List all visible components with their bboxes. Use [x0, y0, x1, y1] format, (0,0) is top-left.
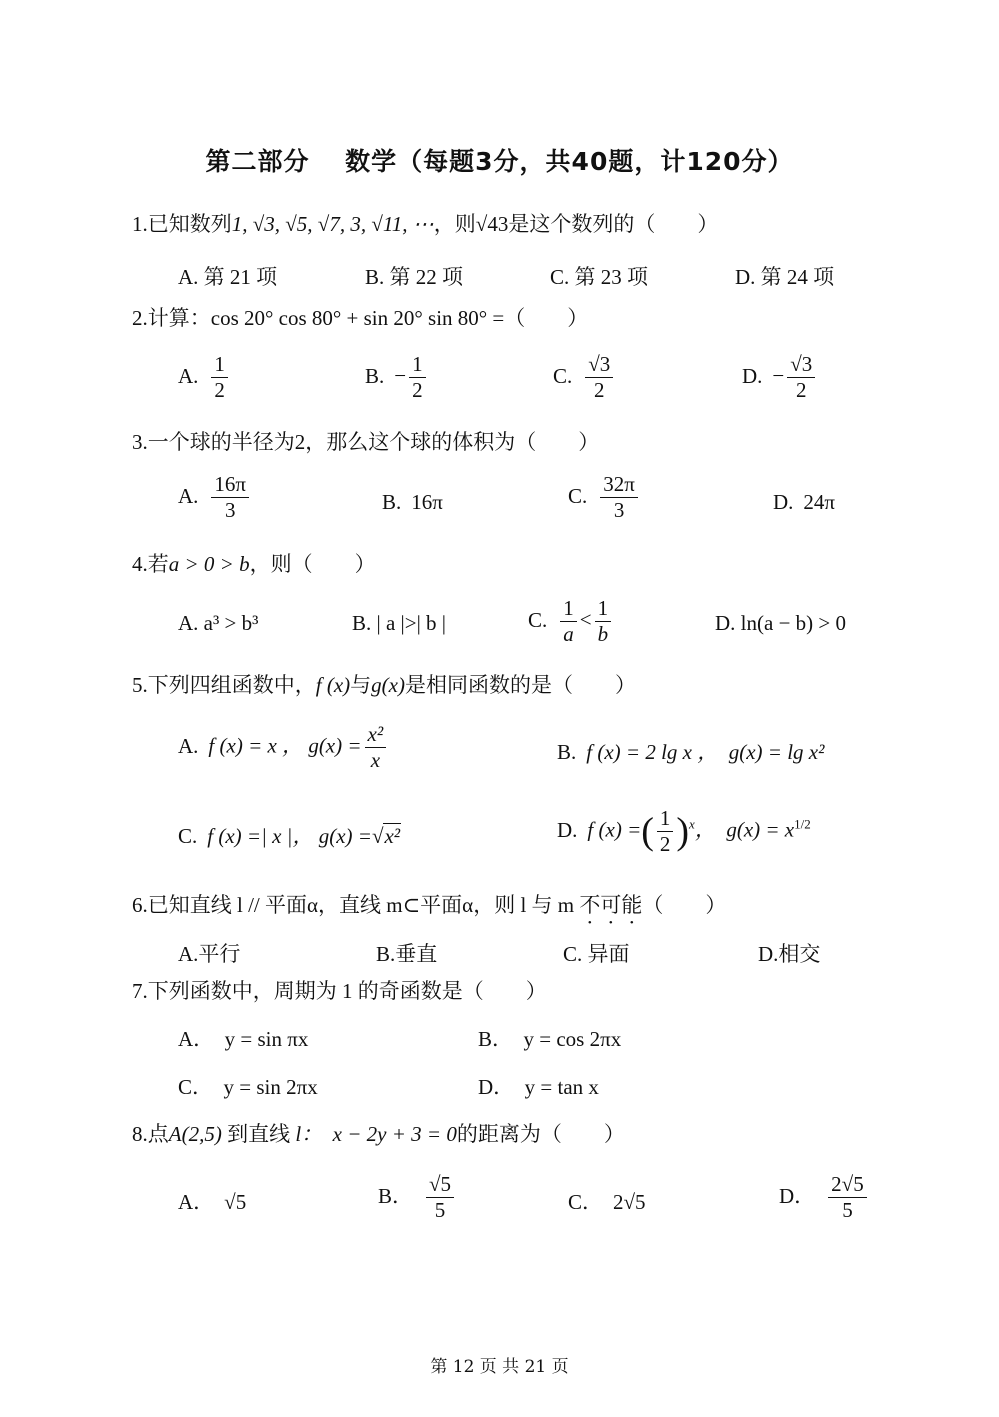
q6-stem-suffix: （ ）: [642, 893, 727, 917]
q5-option-b[interactable]: [557, 737, 824, 767]
fraction: [211, 352, 228, 403]
option-text: 24π: [803, 490, 836, 514]
q8-option-d[interactable]: [779, 1172, 870, 1223]
q5-f: f (x): [315, 673, 351, 697]
q7-option-a[interactable]: A． y = sin πx: [178, 1027, 309, 1051]
q2-option-a[interactable]: [178, 352, 231, 403]
fraction: [365, 722, 387, 773]
q6-option-b[interactable]: B.垂直: [376, 942, 438, 966]
question-6: [132, 890, 726, 929]
q2-stem-prefix: 2.计算：: [132, 306, 211, 330]
q6-option-a[interactable]: A.平行: [178, 942, 241, 966]
option-label: B．: [378, 1183, 414, 1208]
q4-stem-prefix: 4.若: [132, 552, 169, 576]
option-label: C.: [553, 363, 573, 388]
question-1: [132, 209, 718, 239]
option-g: g(x) =: [318, 824, 372, 848]
option-sign: −: [394, 363, 407, 388]
q5-stem-suffix: 是相同函数的是（ ）: [404, 673, 636, 697]
numerator: 1: [211, 352, 228, 378]
option-label: A.: [178, 483, 199, 508]
numerator: x²: [365, 722, 387, 748]
option-label: A.: [178, 733, 199, 758]
q8-option-a[interactable]: [178, 1187, 246, 1217]
option-label: B.: [557, 740, 577, 764]
q1-option-a[interactable]: A. 第 21 项: [178, 265, 278, 289]
option-label: D．: [779, 1183, 816, 1208]
denominator: x: [370, 748, 381, 773]
numerator: 32π: [600, 472, 638, 498]
q6-stem-body: l // 平面α，直线 m⊂平面α，则 l 与 m: [231, 893, 580, 917]
q7-option-c[interactable]: C． y = sin 2πx: [178, 1075, 318, 1099]
q5-option-a[interactable]: [178, 722, 389, 773]
fraction: [657, 806, 674, 857]
exponent: x: [689, 816, 695, 832]
q5-g: g(x): [371, 673, 405, 697]
q3-option-a[interactable]: [178, 472, 252, 523]
denominator: 2: [659, 832, 671, 857]
q4-option-d[interactable]: D. ln(a − b) > 0: [715, 611, 846, 635]
q4-condition: a > 0 > b: [168, 552, 250, 576]
option-label: C．: [568, 1190, 604, 1214]
option-label: C.: [178, 824, 198, 848]
fraction: [426, 1172, 454, 1223]
q5-option-c[interactable]: [178, 821, 401, 851]
question-4: [132, 549, 376, 579]
denominator: 5: [842, 1198, 853, 1223]
numerator: √3: [585, 352, 613, 378]
q4-option-a[interactable]: A. a³ > b³: [178, 611, 259, 635]
option-label: B.: [382, 490, 402, 514]
numerator: √5: [426, 1172, 454, 1198]
denominator: 3: [613, 498, 625, 523]
fraction: [828, 1172, 867, 1223]
fraction: [600, 472, 638, 523]
denominator: 2: [412, 378, 423, 403]
q4-stem-suffix: ，则（ ）: [249, 552, 376, 576]
q3-option-b[interactable]: [382, 487, 443, 517]
option-label: B.: [365, 363, 385, 388]
option-label: D.: [773, 490, 794, 514]
q1-option-b[interactable]: B. 第 22 项: [365, 265, 464, 289]
page-footer: 第 12 页 共 21 页: [430, 1357, 569, 1377]
q8-stem-mid: 到直线: [227, 1122, 291, 1146]
question-7: 7.下列函数中，周期为 1 的奇函数是（ ）: [132, 979, 547, 1003]
option-f: f (x) =| x |，: [207, 824, 314, 848]
question-8: [132, 1119, 625, 1149]
q6-option-d[interactable]: D.相交: [758, 942, 821, 966]
numerator: 1: [657, 806, 674, 832]
option-label: A.: [178, 363, 199, 388]
q1-stem-suffix: 是这个数列的（ ）: [508, 212, 719, 236]
q4-option-b[interactable]: B. | a |>| b |: [352, 611, 446, 635]
q8-stem-suffix: 的距离为（ ）: [456, 1122, 625, 1146]
denominator: 2: [594, 378, 605, 403]
exponent: 1/2: [794, 816, 811, 832]
q1-option-c[interactable]: C. 第 23 项: [550, 265, 649, 289]
q1-stem-mid: ，则: [433, 212, 476, 236]
q2-stem-suffix: （ ）: [504, 306, 589, 330]
denominator: a: [563, 622, 574, 647]
q2-option-c[interactable]: [553, 352, 616, 403]
option-text: f (x) = 2 lg x ， g(x) = lg x²: [586, 740, 825, 764]
q1-option-d[interactable]: D. 第 24 项: [735, 265, 835, 289]
sqrt-icon: √x²: [371, 824, 401, 848]
q6-emphasis: 不可能: [579, 893, 643, 917]
option-g: ， g(x) = x: [694, 817, 795, 842]
numerator: 2√5: [828, 1172, 867, 1198]
option-sign: −: [772, 363, 785, 388]
q3-option-d[interactable]: [773, 487, 835, 517]
q5-stem-prefix: 5.下列四组函数中，: [132, 673, 316, 697]
q7-option-b[interactable]: B． y = cos 2πx: [478, 1027, 622, 1051]
option-label: D.: [742, 363, 763, 388]
fraction: [595, 596, 612, 647]
q8-option-b[interactable]: [378, 1172, 457, 1223]
denominator: b: [597, 622, 609, 647]
radicand: x²: [384, 824, 401, 848]
option-text: 16π: [411, 490, 443, 514]
q6-stem-prefix: 6.已知直线: [132, 893, 232, 917]
numerator: 1: [409, 352, 426, 378]
left-paren: (: [641, 810, 654, 853]
numerator: √3: [787, 352, 815, 378]
q1-stem-prefix: 1.已知数列: [132, 212, 232, 236]
q5-with: 与: [350, 673, 372, 697]
denominator: 2: [796, 378, 807, 403]
fraction: [211, 472, 249, 523]
q8-stem-prefix: 8.点: [132, 1122, 169, 1146]
q1-target: √43: [475, 212, 509, 236]
fraction: [787, 352, 815, 403]
relation: <: [579, 607, 592, 632]
option-label: A．: [178, 1190, 215, 1214]
q4-option-c[interactable]: [528, 596, 614, 647]
denominator: 5: [434, 1198, 446, 1223]
q2-option-b[interactable]: [365, 352, 429, 403]
option-label: C.: [528, 607, 548, 632]
q7-option-d[interactable]: D． y = tan x: [478, 1075, 599, 1099]
denominator: 2: [214, 378, 225, 403]
option-label: D.: [557, 817, 578, 842]
q8-line: l： x − 2y + 3 = 0: [295, 1122, 457, 1146]
numerator: 1: [595, 596, 612, 622]
right-paren: ): [676, 810, 690, 853]
q8-option-c[interactable]: [568, 1187, 646, 1217]
numerator: 1: [560, 596, 577, 622]
section-title: 第二部分 数学（每题3分，共40题，计120分）: [205, 147, 794, 176]
q3-option-c[interactable]: [568, 472, 641, 523]
q5-option-d[interactable]: [557, 806, 811, 857]
option-g: g(x) =: [308, 733, 362, 758]
q1-sequence: 1, √3, √5, √7, 3, √11, ⋯: [231, 212, 434, 236]
option-text: 2√5: [613, 1190, 646, 1214]
q6-option-c[interactable]: C. 异面: [563, 942, 630, 966]
fraction: [409, 352, 426, 403]
question-5: [132, 670, 636, 700]
question-3: 3.一个球的半径为2，那么这个球的体积为（ ）: [132, 430, 600, 454]
option-text: √5: [224, 1190, 247, 1214]
option-f: f (x) = x ，: [208, 733, 304, 758]
q2-expression: cos 20° cos 80° + sin 20° sin 80° =: [210, 306, 505, 330]
q8-point: A(2,5): [168, 1122, 222, 1146]
q2-option-d[interactable]: [742, 352, 818, 403]
option-label: C.: [568, 483, 588, 508]
numerator: 16π: [211, 472, 249, 498]
question-2: [132, 303, 588, 333]
fraction: [560, 596, 577, 647]
option-f: f (x) =: [587, 817, 642, 842]
fraction: [585, 352, 613, 403]
denominator: 3: [224, 498, 236, 523]
